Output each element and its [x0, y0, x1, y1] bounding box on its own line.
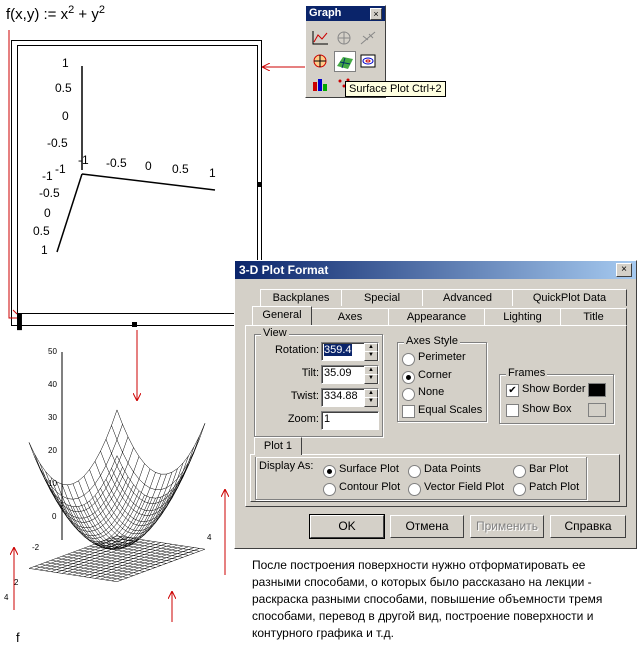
- help-button[interactable]: Справка: [550, 515, 626, 538]
- general-tab-panel: [245, 325, 627, 507]
- twist-value: 334.88: [324, 390, 358, 402]
- plot-placeholder[interactable]: ▌: [17, 313, 27, 329]
- tilt-value: 35.09: [324, 367, 352, 379]
- tilt-label: Tilt:: [301, 367, 319, 379]
- z-tick: 20: [48, 446, 57, 455]
- x-tick: -0.5: [106, 156, 127, 170]
- axes-style-group: [397, 335, 487, 422]
- radio-vector-field-plot[interactable]: [408, 483, 421, 496]
- data-points-label: Data Points: [424, 463, 481, 475]
- radio-none[interactable]: [402, 388, 415, 401]
- radio-contour-plot[interactable]: [323, 483, 336, 496]
- show-box-checkbox[interactable]: [506, 404, 519, 417]
- patch-plot-label: Patch Plot: [529, 481, 580, 493]
- radio-bar-plot[interactable]: [513, 465, 526, 478]
- surface-plot-icon[interactable]: [334, 51, 356, 72]
- z-tick: 0: [52, 512, 57, 521]
- surface-line: [117, 423, 205, 498]
- surface-plot-tooltip: Surface Plot Ctrl+2: [345, 81, 446, 97]
- equal-scales-label: Equal Scales: [418, 404, 483, 416]
- formula-exponent-2: 2: [98, 4, 105, 16]
- radio-perimeter[interactable]: [402, 353, 415, 366]
- polar-plot-icon[interactable]: [334, 28, 354, 47]
- radio-surface-plot[interactable]: [323, 465, 336, 478]
- border-color-swatch[interactable]: [588, 383, 606, 397]
- z-tick: 1: [62, 56, 69, 70]
- xy-tick: 2: [14, 578, 19, 587]
- box-color-swatch[interactable]: [588, 403, 606, 417]
- frames-group: [499, 367, 614, 424]
- bar-plot-label: Bar Plot: [529, 463, 569, 475]
- dialog-title: 3-D Plot Format: [235, 261, 636, 279]
- apply-button[interactable]: Применить: [470, 515, 544, 538]
- contour-plot-icon[interactable]: [358, 51, 378, 70]
- contour-plot-label: Contour Plot: [339, 481, 401, 493]
- tab-advanced[interactable]: Advanced: [422, 289, 513, 306]
- close-icon[interactable]: ×: [370, 8, 382, 20]
- ok-button[interactable]: OK: [310, 515, 384, 538]
- none-label: None: [418, 386, 445, 398]
- view-group-label: View: [263, 327, 287, 339]
- vector-field-icon[interactable]: [358, 28, 378, 47]
- z-tick: -1: [55, 162, 66, 176]
- frames-label: Frames: [508, 367, 546, 379]
- zoom-label: Zoom:: [287, 413, 319, 425]
- scatter-plot-icon[interactable]: [310, 51, 330, 70]
- tab-title[interactable]: Title: [560, 308, 627, 325]
- tab-general[interactable]: General: [252, 306, 312, 325]
- tab-plot-1[interactable]: Plot 1: [254, 437, 302, 455]
- xy-tick: -2: [32, 543, 40, 552]
- x-tick: 0: [145, 159, 152, 173]
- spin-up-icon[interactable]: ▲: [364, 389, 378, 399]
- z-tick: 50: [48, 347, 57, 356]
- xy-plot-icon[interactable]: [310, 28, 330, 47]
- surface-plot[interactable]: [0, 340, 235, 640]
- radio-patch-plot[interactable]: [513, 483, 526, 496]
- xy-tick: 4: [207, 533, 212, 542]
- z-tick: 0.5: [55, 81, 72, 95]
- x-tick: 1: [209, 166, 216, 180]
- twist-input[interactable]: [321, 388, 379, 407]
- tab-axes[interactable]: Axes: [311, 308, 389, 325]
- plot-1-panel: [250, 454, 620, 502]
- tab-lighting[interactable]: Lighting: [484, 308, 561, 325]
- plot-format-dialog[interactable]: [234, 260, 637, 549]
- z-tick: -0.5: [47, 136, 68, 150]
- corner-label: Corner: [418, 369, 452, 381]
- xy-tick: 4: [4, 593, 9, 602]
- z-tick: 30: [48, 413, 57, 422]
- surface-mesh: [29, 410, 205, 582]
- description-text: После построения поверхности нужно отформатировать ее разными способами, о которых было рассказано на лекции - раскраска разными способами, повышение объемности тремя способами, перевод в другой вид, построение поверхности и контурного графика и т.д.: [252, 558, 603, 640]
- rotation-input[interactable]: [321, 342, 379, 361]
- rotation-value: 359.4: [324, 344, 352, 356]
- z-tick: 10: [48, 479, 57, 488]
- graph-toolbar-title: Graph: [306, 6, 385, 21]
- tab-appearance[interactable]: Appearance: [388, 308, 485, 325]
- surface-line: [84, 472, 172, 547]
- y-tick: -1: [42, 169, 53, 183]
- vector-field-plot-label: Vector Field Plot: [424, 481, 505, 493]
- surface-line: [101, 456, 189, 531]
- show-box-label: Show Box: [522, 403, 572, 415]
- rotation-label: Rotation:: [274, 344, 319, 356]
- close-icon[interactable]: ×: [616, 263, 632, 277]
- formula-plus: + y: [74, 6, 99, 23]
- x-tick: -1: [78, 153, 89, 167]
- view-group: [254, 327, 383, 437]
- twist-label: Twist:: [290, 390, 319, 402]
- z-tick: 40: [48, 380, 57, 389]
- surface-line: [46, 448, 134, 523]
- y-tick: 1: [41, 243, 48, 257]
- surface-plot-label: Surface Plot: [339, 463, 399, 475]
- display-as-label: Display As:: [259, 460, 314, 472]
- surface-line: [112, 436, 200, 511]
- zoom-value: 1: [324, 413, 331, 425]
- axes-style-label: Axes Style: [406, 335, 458, 347]
- y-tick: 0.5: [33, 224, 50, 238]
- spin-up-icon[interactable]: ▲: [364, 343, 378, 353]
- tab-backplanes[interactable]: Backplanes: [260, 289, 342, 306]
- tilt-input[interactable]: [321, 365, 379, 384]
- show-border-label: Show Border: [522, 383, 586, 395]
- y-tick: -0.5: [39, 186, 60, 200]
- surface-line: [29, 442, 117, 506]
- x-tick: 0.5: [172, 162, 189, 176]
- spin-down-icon[interactable]: ▼: [364, 351, 378, 361]
- zoom-input[interactable]: [321, 411, 379, 430]
- tab-quickplot-data[interactable]: QuickPlot Data: [512, 289, 627, 306]
- surface-line: [117, 410, 205, 474]
- formula-exponent-1: 2: [68, 4, 75, 16]
- y-tick: 0: [44, 206, 51, 220]
- z-tick: 0: [62, 109, 69, 123]
- spin-up-icon[interactable]: ▲: [364, 366, 378, 376]
- surface-caption: f: [16, 630, 20, 645]
- radio-corner[interactable]: [402, 371, 415, 384]
- cancel-button[interactable]: Отмена: [390, 515, 464, 538]
- tab-special[interactable]: Special: [341, 289, 423, 306]
- surface-line: [106, 439, 194, 503]
- radio-data-points[interactable]: [408, 465, 421, 478]
- spin-down-icon[interactable]: ▼: [364, 374, 378, 384]
- equal-scales-checkbox[interactable]: [402, 405, 415, 418]
- formula-text: f(x,y) := x: [6, 6, 69, 23]
- bar-3d-icon[interactable]: [310, 74, 330, 93]
- show-border-checkbox[interactable]: ✔: [506, 384, 519, 397]
- perimeter-label: Perimeter: [418, 351, 466, 363]
- spin-down-icon[interactable]: ▼: [364, 397, 378, 407]
